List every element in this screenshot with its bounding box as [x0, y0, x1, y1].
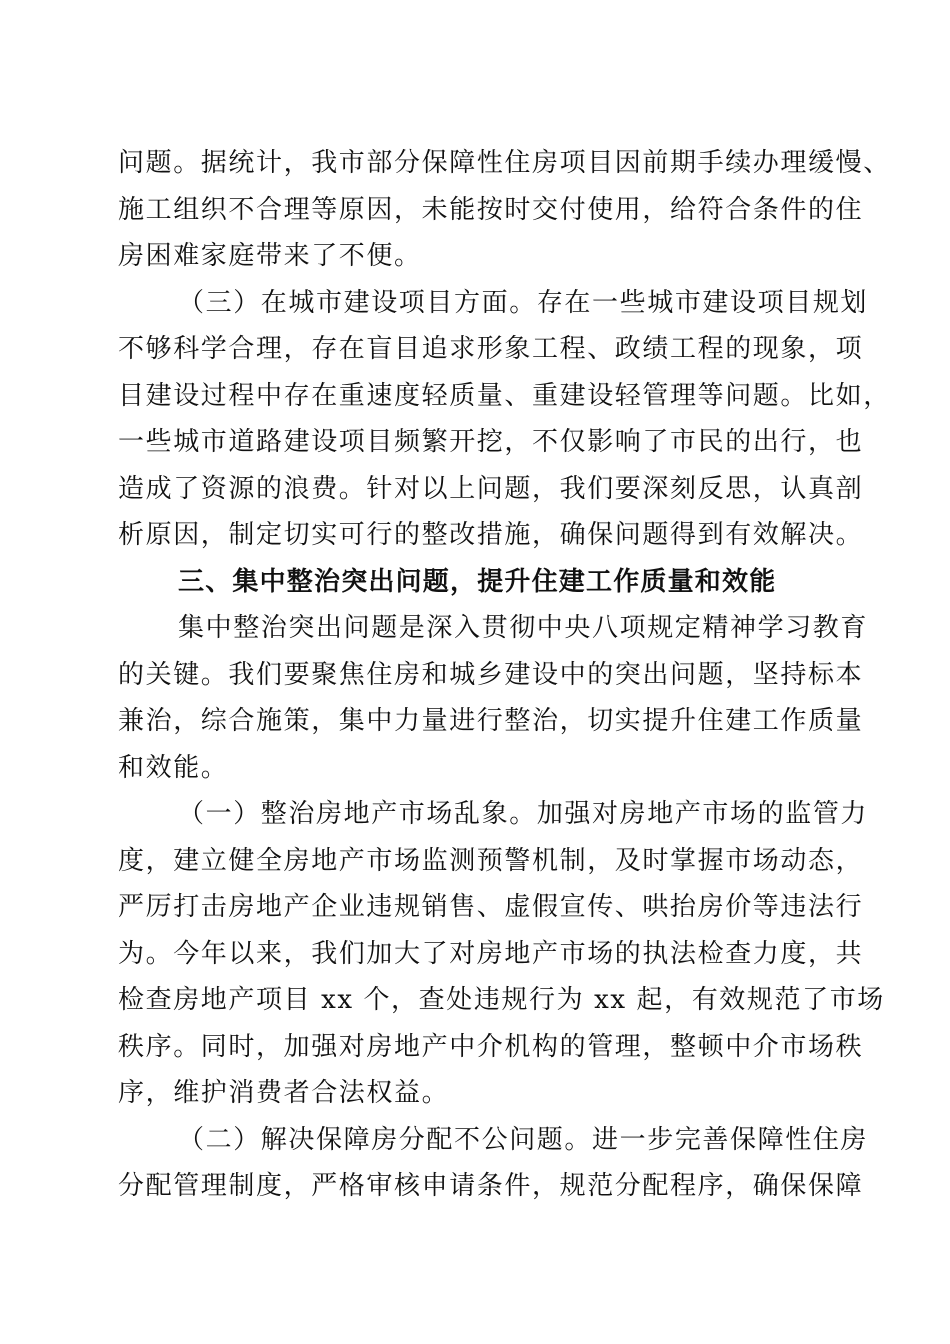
text-line: 问题。据统计，我市部分保障性住房项目因前期手续办理缓慢、: [118, 148, 891, 178]
paragraph-continuation: [118, 140, 891, 280]
text-line: 造成了资源的浪费。针对以上问题，我们要深刻反思，认真剖: [118, 473, 864, 504]
document-body: [118, 140, 891, 1210]
text-segment: 存在一些城市建设项目规划: [536, 287, 869, 318]
text-line: 序，维护消费者合法权益。: [118, 1078, 450, 1108]
text-line: 施工组织不合理等原因，未能按时交付使用，给符合条件的住: [118, 194, 864, 225]
text-line: 为。今年以来，我们加大了对房地产市场的执法检查力度，共: [118, 938, 864, 969]
subheading-real-estate: （一）整治房地产市场乱象。: [178, 799, 537, 829]
text-line: [118, 280, 869, 327]
text-line: [118, 791, 869, 838]
text-line: 兼治，综合施策，集中力量进行整治，切实提升住建工作质量: [118, 706, 864, 736]
text-line: 目建设过程中存在重速度轻质量、重建设轻管理等问题。比如，: [118, 380, 891, 411]
text-segment: 进一步完善保障性住房: [592, 1124, 869, 1155]
paragraph-intro: [118, 605, 869, 791]
text-segment: 加强对房地产市场的监管力: [536, 799, 869, 829]
text-line: 和效能。: [118, 752, 229, 783]
text-line: 分配管理制度，严格审核申请条件，规范分配程序，确保保障: [118, 1171, 864, 1201]
text-line: 严厉打击房地产企业违规销售、虚假宣传、哄抬房价等违法行: [118, 892, 864, 922]
text-line: 检查房地产项目 xx 个，查处违规行为 xx 起，有效规范了市场: [118, 985, 885, 1015]
subheading-housing-allocation: （二）解决保障房分配不公问题。: [178, 1124, 593, 1155]
paragraph-city-construction: [118, 280, 891, 559]
text-line: 的关键。我们要聚焦住房和城乡建设中的突出问题，坚持标本: [118, 659, 864, 690]
text-line: 度，建立健全房地产市场监测预警机制，及时掌握市场动态，: [118, 845, 864, 876]
text-line: 一些城市道路建设项目频繁开挖，不仅影响了市民的出行，也: [118, 427, 864, 457]
subheading-city-construction: （三）在城市建设项目方面。: [178, 287, 537, 318]
paragraph-housing-allocation: [118, 1117, 869, 1210]
section-heading-text: 三、集中整治突出问题，提升住建工作质量和效能: [178, 566, 777, 597]
section-heading: [118, 559, 838, 606]
text-line: 集中整治突出问题是深入贯彻中央八项规定精神学习教育: [178, 613, 869, 643]
text-line: 秩序。同时，加强对房地产中介机构的管理，整顿中介市场秩: [118, 1031, 864, 1062]
text-line: 房困难家庭带来了不便。: [118, 241, 422, 271]
paragraph-real-estate: [118, 791, 885, 1117]
text-line: [118, 1117, 869, 1164]
text-line: 不够科学合理，存在盲目追求形象工程、政绩工程的现象，项: [118, 334, 864, 364]
text-line: 析原因，制定切实可行的整改措施，确保问题得到有效解决。: [118, 520, 864, 550]
